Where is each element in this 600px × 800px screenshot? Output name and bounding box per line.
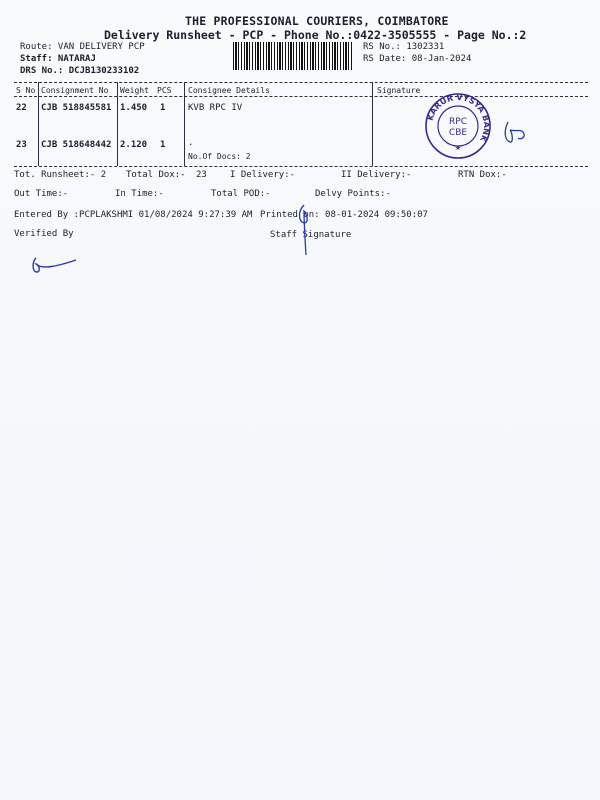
header-details: Consignee Details: [188, 86, 270, 95]
header-signature: Signature: [377, 86, 421, 95]
verified-by: Verified By: [14, 229, 74, 239]
row-sno: 23: [16, 140, 27, 150]
i-delivery: I Delivery:-: [230, 170, 296, 180]
stamp-outer-text: KARUR VYSYA BANK: [425, 92, 492, 144]
row-weight: 2.120: [120, 140, 148, 150]
row-details: .: [188, 138, 194, 148]
in-time: In Time:-: [115, 189, 164, 199]
row-consignment: CJB 518845581: [41, 103, 112, 113]
delvy-points: Delvy Points:-: [315, 189, 391, 199]
staff: Staff: NATARAJ: [20, 54, 96, 64]
row-consignment: CJB 518648442: [41, 140, 112, 150]
consignee-signature-icon: [498, 118, 528, 148]
row-sno: 22: [16, 103, 27, 113]
header-pcs: PCS: [157, 86, 172, 95]
row-details: KVB RPC IV: [188, 103, 243, 113]
header-consignment: Consignment No: [41, 86, 109, 95]
verifier-signature-icon: [28, 254, 80, 278]
route: Route: VAN DELIVERY PCP: [20, 42, 145, 52]
ii-delivery: II Delivery:-: [341, 170, 412, 180]
company-name: THE PROFESSIONAL COURIERS, COIMBATORE: [185, 14, 449, 28]
total-dox-label: Total Dox:-: [126, 170, 186, 180]
no-of-docs: No.Of Docs: 2: [188, 152, 251, 161]
runsheet-title: Delivery Runsheet - PCP - Phone No.:0422-3505555 - Page No.:2: [104, 28, 527, 42]
table-top-rule: [14, 82, 588, 83]
rs-number: RS No.: 1302331: [363, 42, 445, 52]
total-pod: Total POD:-: [211, 189, 271, 199]
row-pcs: 1: [160, 103, 166, 113]
entered-by: Entered By :PCPLAKSHMI 01/08/2024 9:27:39 AM: [14, 210, 253, 220]
rtn-dox: RTN Dox:-: [458, 170, 507, 180]
rs-date: RS Date: 08-Jan-2024: [363, 54, 472, 64]
staff-signature-icon: [292, 203, 316, 259]
drs-number: DRS No.: DCJB130233102: [20, 66, 140, 76]
col-divider: [38, 82, 39, 166]
stamp-line2: CBE: [448, 128, 468, 138]
star-icon: ★: [454, 144, 462, 152]
row-weight: 1.450: [120, 103, 148, 113]
col-divider: [372, 82, 373, 166]
header-weight: Weight: [120, 86, 149, 95]
barcode: [233, 42, 353, 70]
total-dox-value: 23: [196, 170, 207, 180]
col-divider: [117, 82, 118, 166]
bank-stamp: [424, 92, 492, 160]
printed-on: Printed on: 08-01-2024 09:50:07: [260, 210, 428, 220]
table-header-rule: [14, 96, 588, 97]
row-pcs: 1: [160, 140, 166, 150]
header-sno: S No: [16, 86, 36, 95]
table-bottom-rule: [14, 166, 588, 167]
stamp-line1: RPC: [449, 117, 467, 127]
out-time: Out Time:-: [14, 189, 69, 199]
col-divider: [184, 82, 185, 166]
staff-signature-label: Staff Signature: [270, 230, 352, 240]
tot-runsheet: Tot. Runsheet:- 2: [14, 170, 107, 180]
